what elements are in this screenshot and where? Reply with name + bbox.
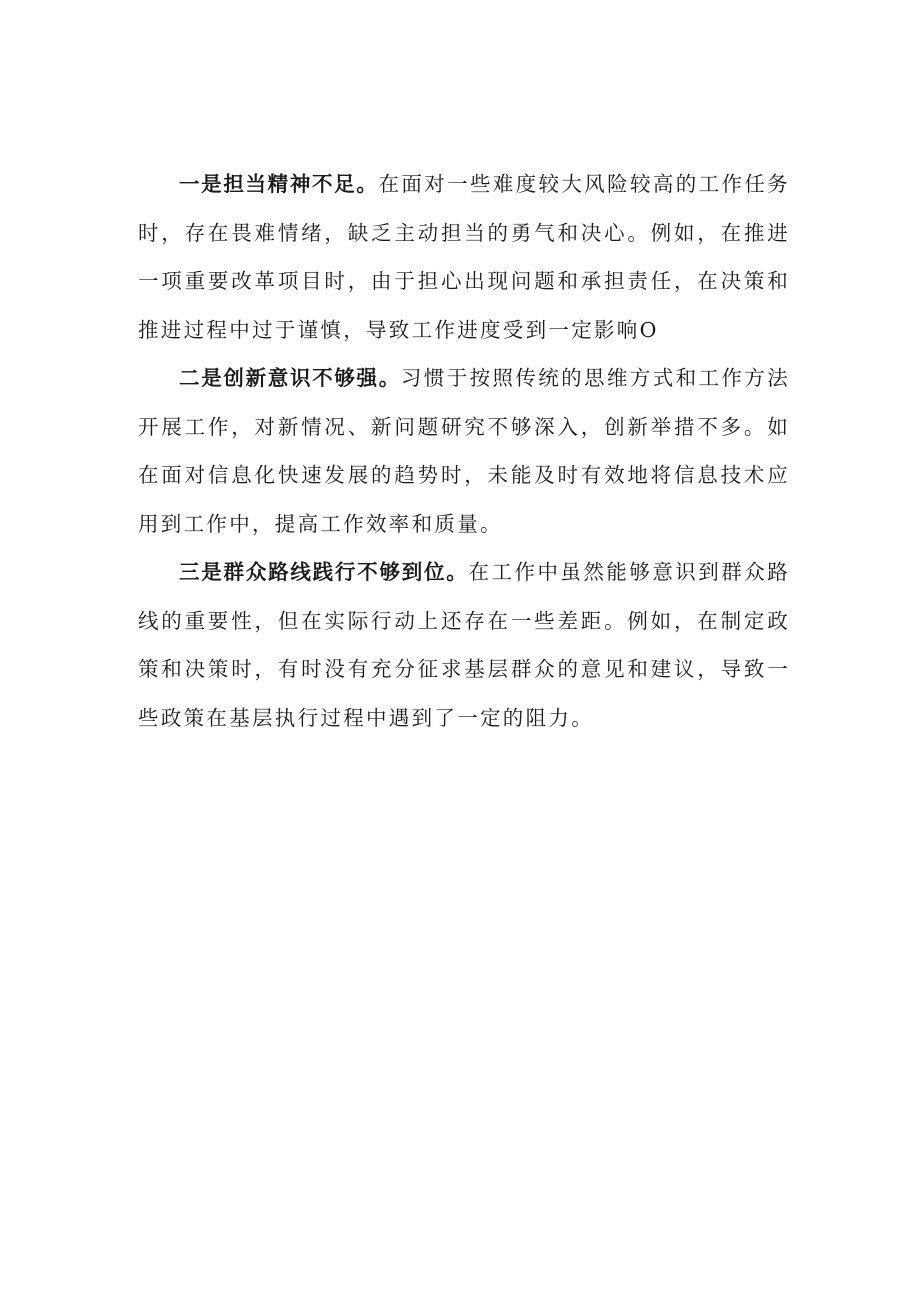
paragraph-lead: 三是群众路线践行不够到位。 (179, 560, 469, 584)
paragraph-lead: 一是担当精神不足。 (179, 172, 379, 196)
document-body (138, 160, 790, 742)
paragraph-responsibility (138, 160, 790, 354)
paragraph-lead: 二是创新意识不够强。 (179, 366, 401, 390)
paragraph-text: 在工作中虽然能够意识到群众路线的重要性，但在实际行动上还存在一些差距。例如，在制定政策和决策时，有时没有充分征求基层群众的意见和建议，导致一些政策在基层执行过程中遇到了一定的阻力。 (138, 560, 790, 730)
paragraph-text: 习惯于按照传统的思维方式和工作方法开展工作，对新情况、新问题研究不够深入，创新举措不多。如在面对信息化快速发展的趋势时，未能及时有效地将信息技术应用到工作中，提高工作效率和质量。 (138, 366, 790, 536)
paragraph-text: 在面对一些难度较大风险较高的工作任务时，存在畏难情绪，缺乏主动担当的勇气和决心。例如，在推进一项重要改革项目时，由于担心出现问题和承担责任，在决策和推进过程中过于谨慎，导致工作进度受到一定影响O (138, 172, 790, 342)
paragraph-innovation (138, 354, 790, 548)
paragraph-mass-line (138, 548, 790, 742)
